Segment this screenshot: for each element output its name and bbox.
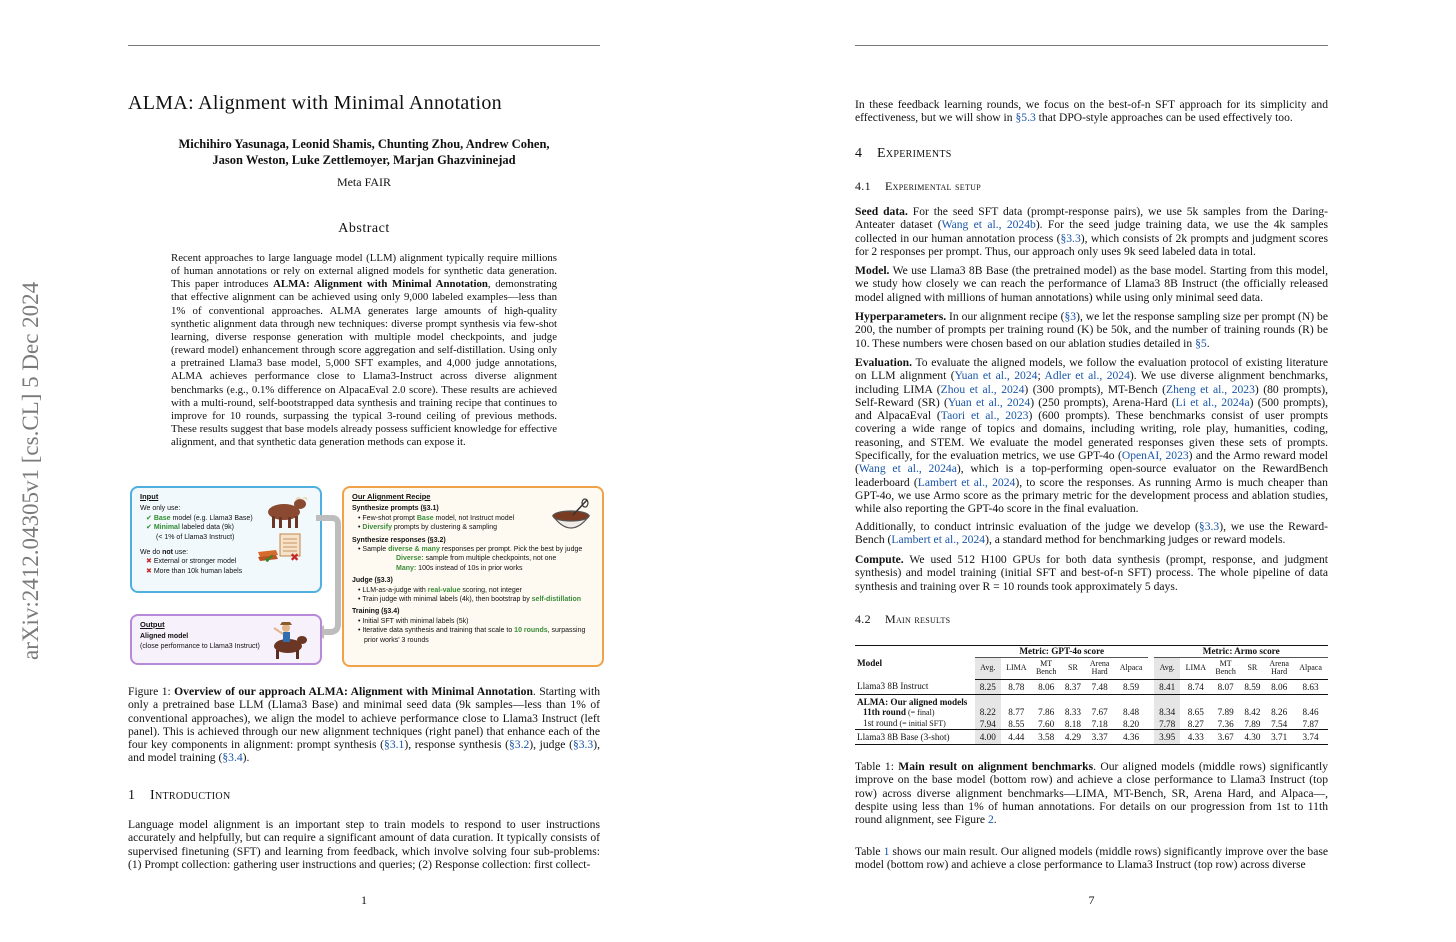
r2-b3-b: 100s instead of 10s in prior works <box>416 564 523 572</box>
eval-3: ). We use diverse alignment benchmarks, including LIMA ( <box>855 369 1328 396</box>
r4-b3: prior works' 3 rounds <box>364 636 429 644</box>
col-head: Alpaca <box>1293 657 1328 679</box>
cell: 8.34 <box>1154 707 1180 719</box>
cell: 7.78 <box>1154 718 1180 730</box>
check-icon: ✔ <box>264 551 275 566</box>
cell: 7.18 <box>1086 718 1114 730</box>
seed-ref-2[interactable]: §3.3 <box>1060 231 1081 245</box>
sec1-num: 1 <box>128 788 136 803</box>
authors-line-2: Jason Weston, Luke Zettlemoyer, Marjan Ghazvininejad <box>212 153 516 167</box>
cell: 8.55 <box>1001 718 1033 730</box>
eval-10: ), which is a top-performing open-source evaluator on the RewardBench leaderboard ( <box>855 462 1328 489</box>
section-4-heading <box>855 146 952 162</box>
r1-b1-a: Few-shot prompt <box>362 514 417 522</box>
input-check2-bold: Minimal <box>153 524 180 532</box>
cap-5: ). <box>242 751 250 765</box>
recipe-judge-head: Judge (§3.3) <box>352 577 393 585</box>
subsection-4-2-heading <box>855 612 950 627</box>
cell: 7.89 <box>1217 707 1234 718</box>
eval-ref-5[interactable]: Yuan et al., 2024 <box>947 395 1031 409</box>
group-gpt4o: Metric: GPT-4o score <box>975 646 1148 658</box>
cell: 8.46 <box>1302 707 1319 718</box>
eval-ref-9[interactable]: Wang et al., 2024a <box>858 462 957 476</box>
additional-paragraph <box>855 520 1328 547</box>
cell: 8.27 <box>1180 718 1212 730</box>
row-label: 1st round <box>863 718 898 729</box>
r2-b1-b: diverse & many <box>388 546 440 554</box>
abstract-bold: ALMA: Alignment with Minimal Annotation <box>273 278 488 291</box>
header-rule <box>855 45 1328 46</box>
table-row <box>855 694 1328 707</box>
cell: 4.29 <box>1060 730 1086 745</box>
cap-ref-3-2[interactable]: §3.2 <box>508 738 530 752</box>
cell: 8.18 <box>1060 718 1086 730</box>
cell: 3.71 <box>1265 730 1293 745</box>
sec4-title: Experiments <box>877 146 952 161</box>
section-1-heading <box>128 788 230 804</box>
eval-head: Evaluation. <box>855 356 913 369</box>
cell: 8.74 <box>1180 679 1212 694</box>
comp-text: We used 512 H100 GPUs for both data synthesis (prompt, response, and judgment synthesis) and model training (initial SFT and best-of-n SFT) process. The whole pipeline of data synthesis and training over R = 10 rounds took approximately 5 days. <box>855 553 1328 593</box>
cell: 8.77 <box>1008 707 1025 718</box>
hyp-ref-2[interactable]: §5 <box>1195 336 1207 350</box>
cell: 8.63 <box>1293 679 1328 694</box>
col-head: Avg. <box>1154 657 1180 679</box>
alma-head: ALMA: Our aligned models <box>857 696 968 707</box>
add-ref-2[interactable]: Lambert et al., 2024 <box>891 533 986 547</box>
cell: 4.33 <box>1180 730 1212 745</box>
r2-b1-a: Sample <box>362 546 389 554</box>
cross-icon: ✖ <box>146 558 152 566</box>
figure-recipe-panel: Our Alignment Recipe Synthesize prompts (§3.1) • Few-shot prompt Base model, not Instruct model • Diversify prompts by clustering & sampling Synthesize responses (§3.2) • Sample diverse & many responses per prompt. Pick the best by judge Diverse: sample from multiple checkpoints, not one Many: 100s instead of 10s in prior works Judge (§3.3) • LLM-as-a-judge with real-value scoring, not integer • Train judge with minimal labels (4k), then bootstrap by self-distillation Training (§3.4) • Initial SFT with minimal labels (5k) • Iterative data synthesis and training that scale to 10 rounds, surpassing prior works' 3 rounds <box>342 486 604 667</box>
input-x2: More than 10k human labels <box>153 567 243 575</box>
cell: 7.89 <box>1240 718 1266 730</box>
row-label: Llama3 8B Base (3-shot) <box>855 730 975 745</box>
authors-line-1: Michihiro Yasunaga, Leonid Shamis, Chunting Zhou, Andrew Cohen, <box>178 137 550 151</box>
figure-output-panel <box>130 614 322 665</box>
input-check2: labeled data (9k) <box>179 524 234 532</box>
eval-5: ) (80 prompts), Self-Reward (SR) ( <box>855 382 1328 409</box>
r2-b3-a: Many: <box>396 564 417 572</box>
intro-paragraph: Language model alignment is an important step to train models to respond to user instructions accurately and helpfully, but can require a significant amount of data curation. It typically consists of supervised finetuning (SFT) and learning from feedback, which involve solving four sub-problems: (1) Prompt collection: gathering user instructions and queries; (2) Response collection: first collect- <box>128 818 600 871</box>
cell: 7.86 <box>1038 707 1055 718</box>
group-armo: Metric: Armo score <box>1154 646 1328 658</box>
cap-4: ), and model training ( <box>128 738 600 765</box>
subsection-4-1-heading <box>855 179 981 194</box>
rodeo-illustration <box>266 618 314 660</box>
sub41-num: 4.1 <box>855 179 871 193</box>
abstract-text-2: , demonstrating that effective alignment can be achieved using only 9,000 labeled examples—less than 1% of conventional approaches. ALMA generates large amounts of high-quality synthetic alignment data through new techniques: diverse prompt synthesis via few-shot learning, diverse response generation with multiple model checkpoints, and judge (reward model) enhancement through score aggregation and self-distillation. Using only a pretrained Llama3 base model, 5,000 SFT examples, and 4,000 judge annotations, ALMA achieves performance close to Llama3-Instruct across diverse alignment benchmarks (e.g., 0.1% difference on AlpacaEval 2.0 score). These results are achieved with a multi-round, self-bootstrapped data synthesis and training recipe that continues to improve for 10 rounds, surpassing the typical 3-round ceiling of previous methods. These results suggest that base models already possess sufficient knowledge for effective alignment, and that synthetic data generation methods can expose it. <box>171 278 557 449</box>
seed-head: Seed data. <box>855 205 908 218</box>
sec1-title: Introduction <box>150 788 231 803</box>
cell: 8.06 <box>1265 679 1293 694</box>
seed-data-paragraph <box>855 205 1328 258</box>
last-2: shows our main result. Our aligned models (middle rows) significantly improve over the base model (bottom row) and achieve a close performance to Llama3 Instruct (top row) across diverse <box>855 845 1328 872</box>
r3-b1-b: real-value <box>427 586 461 594</box>
figure-input-panel <box>130 486 322 593</box>
input-x1: External or stronger model <box>153 558 237 566</box>
input-not-post: use: <box>172 549 189 557</box>
check-icon: ✔ <box>146 524 152 532</box>
abstract-heading: Abstract <box>338 221 390 236</box>
tcap-label: Table 1: <box>855 760 899 773</box>
last-1: Table <box>855 845 884 858</box>
cell: 3.58 <box>1032 730 1060 745</box>
cell: 3.67 <box>1212 730 1240 745</box>
col-head: Alpaca <box>1114 657 1149 679</box>
eval-4: ) (300 prompts), MT-Bench ( <box>1024 382 1166 396</box>
model-paragraph <box>855 264 1328 304</box>
r3-b1-c: scoring, not integer <box>460 586 522 594</box>
eval-ref-4[interactable]: Zheng et al., 2023 <box>1166 382 1255 396</box>
r2-b2-a: Diverse: <box>396 555 424 563</box>
sub41-title: Experimental setup <box>885 179 981 193</box>
col-head: SR <box>1240 657 1266 679</box>
cell: 8.78 <box>1001 679 1033 694</box>
add-1: Additionally, to conduct intrinsic evaluation of the judge we develop ( <box>855 520 1199 533</box>
model-text: We use Llama3 8B Base (the pretrained model) as the base model. Starting from this model, we study how closely we can reach the performance of Llama3 8B Instruct (the officially released model aligned with millions of human annotations) while using only minimal seed data. <box>855 264 1328 304</box>
paper-title: ALMA: Alignment with Minimal Annotation <box>128 92 502 114</box>
hyp-2: ), we let the response sampling size per prompt (N) be 200, the number of prompts per training round (K) be 50k, and the number of training rounds (R) be 10. These numbers were chosen based on our ablation studies detailed in <box>855 310 1328 350</box>
cell: 8.48 <box>1123 707 1140 718</box>
hyp-3: . <box>1206 336 1210 350</box>
cell: 8.59 <box>1240 679 1266 694</box>
row-label: 11th round <box>863 707 906 717</box>
cell: 8.59 <box>1114 679 1149 694</box>
page-1 <box>128 0 600 942</box>
cell: 8.26 <box>1271 707 1288 718</box>
eval-2: ; <box>1037 369 1045 383</box>
col-head: Avg. <box>975 657 1001 679</box>
seed-2: ). For the seed judge training data, we use the 4k samples collected in our human annotation process ( <box>855 218 1328 245</box>
add-ref-1[interactable]: §3.3 <box>1198 520 1220 533</box>
table-row <box>855 679 1328 694</box>
eval-ref-1[interactable]: Yuan et al., 2024 <box>954 369 1038 383</box>
mixing-bowl-icon <box>549 498 593 538</box>
add-2: ), we use the Reward-Bench ( <box>855 520 1329 547</box>
r2-b1-c: responses per prompt. Pick the best by judge <box>439 546 583 554</box>
input-use: We only use: <box>140 505 181 513</box>
eval-11: ), to score the responses. As running Armo is much cheaper than GPT-4o, we use Armo score as the primary metric for the development process and ablation studies, while also reporting the GPT-4o score in the final evaluation. <box>855 475 1328 516</box>
eval-ref-6[interactable]: Li et al., 2024a <box>1175 395 1250 409</box>
cell: 7.60 <box>1032 718 1060 730</box>
cell: 7.67 <box>1091 707 1108 718</box>
seed-1: For the seed SFT data (prompt-response pairs), we use 5k samples from the Daring-Anteater dataset ( <box>855 205 1329 232</box>
sub42-title: Main results <box>885 612 951 626</box>
r2-b2-b: sample from multiple checkpoints, not one <box>423 555 557 563</box>
col-head: MT Bench <box>1212 657 1240 679</box>
cross-icon: ✖ <box>146 567 152 575</box>
r4-b2-c: , surpassing <box>547 627 586 635</box>
eval-7: ) (500 prompts), and AlpacaEval ( <box>855 395 1328 423</box>
cell: 8.25 <box>975 679 1001 694</box>
cell: 8.07 <box>1212 679 1240 694</box>
table-row <box>855 718 1328 730</box>
tcap-1: . Our aligned models (middle rows) significantly improve on the base model (bottom row) and achieve a close performance to Llama3 Instruct (top row) across diverse alignment benchmarks—LIMA, MT-Bench, SR, Arena Hard, and Alpaca—, despite using less than 1% of human annotations. For details on our progression from 1st to 11th round alignment, see Figure <box>855 760 1328 827</box>
col-head: Arena Hard <box>1086 657 1114 679</box>
eval-1: To evaluate the aligned models, we follow the evaluation protocol of existing literature on LLM alignment ( <box>855 356 1328 383</box>
r1-b1-c: model, not Instruct model <box>433 514 515 522</box>
cap-bold: Overview of our approach ALMA: Alignment with Minimal Annotation <box>174 685 533 698</box>
tcap-2: . <box>993 813 997 827</box>
row-label-note: (= initial SFT) <box>897 719 946 729</box>
cell: 8.41 <box>1154 679 1180 694</box>
cell: 8.20 <box>1114 718 1149 730</box>
output-line2: (close performance to Llama3 Instruct) <box>140 642 260 650</box>
r4-b1: Initial SFT with minimal labels (5k) <box>362 617 469 625</box>
cell: 8.65 <box>1187 707 1204 718</box>
authors <box>128 136 600 168</box>
cap-ref-3-3[interactable]: §3.3 <box>572 738 594 752</box>
cap-2: ), response synthesis ( <box>404 738 509 752</box>
col-head: LIMA <box>1180 657 1212 679</box>
abstract-text-1: Recent approaches to large language model (LLM) alignment typically require millions of human annotations or rely on external aligned models for synthetic data generation. This paper introduces <box>171 252 557 291</box>
input-check1-bold: Base <box>153 514 171 522</box>
cell: 8.37 <box>1060 679 1086 694</box>
input-not-pre: We do <box>140 549 163 557</box>
table-row <box>855 730 1328 745</box>
eval-ref-7[interactable]: Taori et al., 2023 <box>940 409 1029 423</box>
row-label: Llama3 8B Instruct <box>855 679 975 694</box>
cell: 8.33 <box>1064 707 1081 718</box>
p0-1: In these feedback learning rounds, we focus on the best-of-n SFT approach for its simplicity and effectiveness, but we will show in <box>855 98 1328 125</box>
r4-b2-b: 10 rounds <box>514 627 548 635</box>
table-1 <box>855 645 1328 745</box>
add-3: ), a standard method for benchmarking judges or reward models. <box>985 533 1286 547</box>
recipe-training-head: Training (§3.4) <box>352 608 400 616</box>
arxiv-stamp <box>8 255 48 665</box>
cell: 4.36 <box>1114 730 1149 745</box>
sec4-num: 4 <box>855 146 863 161</box>
feedback-paragraph <box>855 98 1328 125</box>
figure-1 <box>128 486 604 668</box>
eval-9: ) and the Armo reward model ( <box>855 449 1328 476</box>
affiliation: Meta FAIR <box>336 175 392 189</box>
input-not-bold: not <box>162 549 173 557</box>
tcap-ref-fig2[interactable]: 2 <box>987 813 994 827</box>
cell: 4.44 <box>1001 730 1033 745</box>
recipe-responses-head: Synthesize responses (§3.2) <box>352 536 446 544</box>
r3-b1-a: LLM-as-a-judge with <box>362 586 428 594</box>
eval-ref-2[interactable]: Adler et al., 2024 <box>1044 369 1130 383</box>
cell: 7.48 <box>1086 679 1114 694</box>
page-number-1: 1 <box>361 893 367 907</box>
recipe-title: Our Alignment Recipe <box>352 492 431 501</box>
arxiv-id: arXiv:2412.04305v1 [cs.CL] 5 Dec 2024 <box>18 281 43 660</box>
results-paragraph <box>855 845 1328 872</box>
comp-head: Compute. <box>855 553 904 566</box>
output-title: Output <box>140 620 165 629</box>
cell: 3.37 <box>1086 730 1114 745</box>
cell: 3.74 <box>1293 730 1328 745</box>
ref-5-3[interactable]: §5.3 <box>1015 111 1036 125</box>
cap-ref-3-4[interactable]: §3.4 <box>222 751 243 765</box>
input-check2-note: (< 1% of Llama3 Instruct) <box>156 533 235 541</box>
eval-6: ) (250 prompts), Arena-Hard ( <box>1030 395 1176 409</box>
hyp-head: Hyperparameters. <box>855 310 947 323</box>
cap-label: Figure 1: <box>128 685 175 698</box>
p0-2: that DPO-style approaches can be used effectively too. <box>1035 111 1293 125</box>
sub42-num: 4.2 <box>855 612 871 626</box>
page-7 <box>855 0 1328 942</box>
r3-b2-a: Train judge with minimal labels (4k), then bootstrap by <box>362 596 532 604</box>
model-head: Model. <box>855 264 890 277</box>
header-rule <box>128 45 600 46</box>
row-label-note: (= final) <box>905 708 935 717</box>
col-head: Arena Hard <box>1265 657 1293 679</box>
cell: 8.06 <box>1032 679 1060 694</box>
figure-1-caption <box>128 685 600 765</box>
eval-ref-10[interactable]: Lambert et al., 2024 <box>917 475 1016 489</box>
compute-paragraph <box>855 553 1328 593</box>
cell: 4.00 <box>975 730 1001 745</box>
tcap-bold: Main result on alignment benchmarks <box>898 760 1094 773</box>
seed-ref-1[interactable]: Wang et al., 2024b <box>941 218 1036 232</box>
llama-illustration <box>260 496 310 530</box>
cell: 8.22 <box>975 707 1001 719</box>
input-title: Input <box>140 492 159 501</box>
eval-ref-8[interactable]: OpenAI, 2023 <box>1121 449 1189 463</box>
r1-b2-b: prompts by clustering & sampling <box>391 524 498 532</box>
hyp-ref-1[interactable]: §3 <box>1064 310 1077 323</box>
output-line1: Aligned model <box>140 633 189 641</box>
cell: 7.94 <box>975 718 1001 730</box>
page-number-7: 7 <box>1088 893 1095 907</box>
col-model: Model <box>855 646 975 680</box>
cell: 4.30 <box>1240 730 1266 745</box>
cell: 7.54 <box>1265 718 1293 730</box>
cross-icon: ✖ <box>290 552 300 564</box>
r4-b2-a: Iterative data synthesis and training that scale to <box>362 627 515 635</box>
col-head: LIMA <box>1001 657 1033 679</box>
col-head: MT Bench <box>1032 657 1060 679</box>
cell: 8.42 <box>1244 707 1261 718</box>
last-ref-table1[interactable]: 1 <box>883 845 890 858</box>
seed-3: ), which consists of 2k prompts and judgment scores for 2 responses per prompt. Thus, our approach only uses 9k seed labeled data in total. <box>855 231 1328 258</box>
eval-ref-3[interactable]: Zhou et al., 2024 <box>940 382 1025 396</box>
input-check1: model (e.g. Llama3 Base) <box>170 514 253 522</box>
col-head: SR <box>1060 657 1086 679</box>
r3-b2-b: self-distillation <box>531 596 582 604</box>
cap-1: . Starting with only a pretrained base LLM (Llama3 Base) and minimal seed data (9k samples—less than 1% of conventional approaches), we align the model to achieve performance close to Llama3 Instruct (left panel). This is achieved through our new alignment techniques (right panel) that enhance each of the four key components in alignment: prompt synthesis ( <box>128 685 600 752</box>
check-icon: ✔ <box>146 514 152 522</box>
cap-ref-3-1[interactable]: §3.1 <box>384 738 405 752</box>
cell: 7.36 <box>1212 718 1240 730</box>
hyperparameters-paragraph <box>855 310 1328 350</box>
table-row <box>855 707 1328 719</box>
recipe-prompts-head: Synthesize prompts (§3.1) <box>352 505 439 513</box>
hyp-1: In our alignment recipe ( <box>946 310 1065 323</box>
r1-b1-b: Base <box>416 514 434 522</box>
eval-8: ) (600 prompts). These benchmarks consist of user prompts covering a wide range of topics and domains, including writing, role play, humanities, coding, reasoning, and STEM. We evaluate the model generated responses given these sets of prompts. Specifically, for the evaluation metrics, we use GPT-4o ( <box>855 409 1329 463</box>
evaluation-paragraph <box>855 356 1328 516</box>
cell: 3.95 <box>1154 730 1180 745</box>
abstract-body <box>171 252 557 449</box>
cap-3: ), judge ( <box>529 738 573 752</box>
table-1-caption <box>855 760 1328 826</box>
cell: 7.87 <box>1293 718 1328 730</box>
r1-b2-a: Diversify <box>362 524 392 532</box>
